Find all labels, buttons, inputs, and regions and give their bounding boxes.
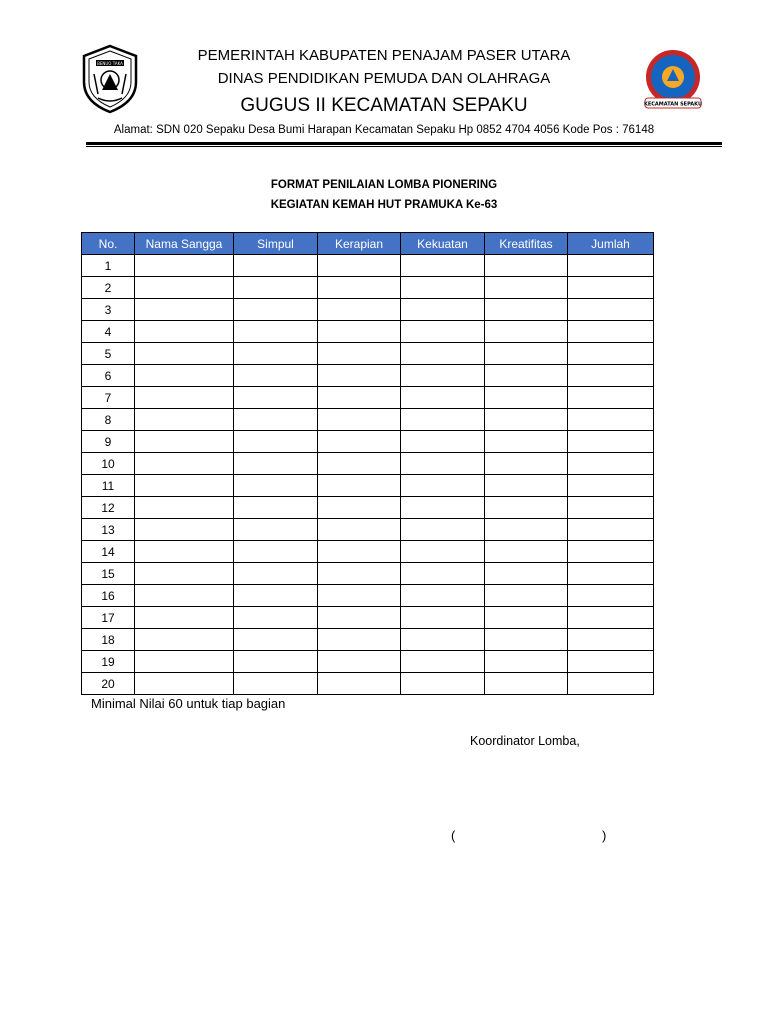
score-cell	[318, 673, 401, 695]
score-cell	[318, 497, 401, 519]
score-cell	[318, 409, 401, 431]
coordinator-label: Koordinator Lomba,	[470, 734, 580, 748]
row-number-cell: 20	[82, 673, 135, 695]
score-cell	[234, 519, 318, 541]
score-cell	[568, 563, 654, 585]
column-header: Kerapian	[318, 233, 401, 255]
score-cell	[485, 387, 568, 409]
score-cell	[568, 475, 654, 497]
score-cell	[234, 431, 318, 453]
score-cell	[485, 475, 568, 497]
column-header: Simpul	[234, 233, 318, 255]
form-title: FORMAT PENILAIAN LOMBA PIONERING	[270, 179, 498, 191]
score-cell	[318, 651, 401, 673]
row-number-cell: 11	[82, 475, 135, 497]
header-department-title: DINAS PENDIDIKAN PEMUDA DAN OLAHRAGA	[217, 70, 551, 87]
score-cell	[234, 299, 318, 321]
score-cell	[318, 541, 401, 563]
table-row	[82, 321, 654, 343]
score-cell	[568, 651, 654, 673]
score-cell	[401, 673, 485, 695]
table-row	[82, 365, 654, 387]
score-cell	[318, 475, 401, 497]
score-cell	[485, 431, 568, 453]
score-cell	[234, 629, 318, 651]
score-cell	[318, 585, 401, 607]
header-gugus-title: GUGUS II KECAMATAN SEPAKU	[240, 95, 528, 116]
table-row	[82, 299, 654, 321]
score-cell	[485, 321, 568, 343]
score-cell	[485, 299, 568, 321]
score-cell	[318, 321, 401, 343]
row-number-cell: 15	[82, 563, 135, 585]
score-cell	[234, 453, 318, 475]
minimum-score-note: Minimal Nilai 60 untuk tiap bagian	[91, 696, 286, 711]
score-cell	[568, 585, 654, 607]
score-cell	[234, 585, 318, 607]
score-cell	[234, 387, 318, 409]
table-row	[82, 475, 654, 497]
score-cell	[135, 541, 234, 563]
score-cell	[234, 277, 318, 299]
score-cell	[485, 255, 568, 277]
table-row	[82, 541, 654, 563]
score-cell	[401, 541, 485, 563]
score-cell	[318, 453, 401, 475]
column-header: Kreatifitas	[485, 233, 568, 255]
score-cell	[135, 629, 234, 651]
score-cell	[401, 563, 485, 585]
score-cell	[234, 651, 318, 673]
score-cell	[318, 299, 401, 321]
score-cell	[135, 585, 234, 607]
row-number-cell: 18	[82, 629, 135, 651]
score-table-body	[82, 255, 654, 695]
score-cell	[485, 497, 568, 519]
score-cell	[135, 321, 234, 343]
score-cell	[318, 519, 401, 541]
score-cell	[318, 387, 401, 409]
score-cell	[401, 497, 485, 519]
score-cell	[568, 365, 654, 387]
logo-left-caption: BENUO TAKA	[97, 61, 123, 66]
score-cell	[568, 255, 654, 277]
table-row	[82, 673, 654, 695]
score-cell	[568, 277, 654, 299]
table-row	[82, 277, 654, 299]
score-cell	[234, 255, 318, 277]
table-row	[82, 409, 654, 431]
score-cell	[234, 497, 318, 519]
score-cell	[485, 453, 568, 475]
score-cell	[135, 409, 234, 431]
score-cell	[135, 475, 234, 497]
row-number-cell: 4	[82, 321, 135, 343]
table-row	[82, 629, 654, 651]
score-cell	[135, 431, 234, 453]
row-number-cell: 9	[82, 431, 135, 453]
table-row	[82, 431, 654, 453]
score-cell	[401, 629, 485, 651]
score-cell	[568, 387, 654, 409]
row-number-cell: 8	[82, 409, 135, 431]
score-cell	[568, 321, 654, 343]
row-number-cell: 1	[82, 255, 135, 277]
score-cell	[568, 453, 654, 475]
row-number-cell: 3	[82, 299, 135, 321]
table-header-row	[82, 233, 654, 255]
score-cell	[234, 541, 318, 563]
score-cell	[234, 343, 318, 365]
row-number-cell: 16	[82, 585, 135, 607]
score-cell	[135, 651, 234, 673]
score-cell	[234, 673, 318, 695]
score-cell	[485, 585, 568, 607]
table-row	[82, 563, 654, 585]
score-cell	[485, 651, 568, 673]
score-cell	[401, 299, 485, 321]
signature-paren-open: (	[451, 828, 456, 843]
score-cell	[318, 607, 401, 629]
column-header: No.	[82, 233, 135, 255]
score-cell	[401, 651, 485, 673]
score-cell	[401, 431, 485, 453]
row-number-cell: 14	[82, 541, 135, 563]
table-row	[82, 453, 654, 475]
header-rule-thick	[86, 142, 722, 145]
score-cell	[135, 343, 234, 365]
score-cell	[401, 475, 485, 497]
row-number-cell: 5	[82, 343, 135, 365]
score-cell	[318, 343, 401, 365]
score-cell	[485, 673, 568, 695]
score-cell	[318, 255, 401, 277]
score-cell	[234, 607, 318, 629]
score-cell	[401, 453, 485, 475]
header-rule-thin	[86, 146, 722, 147]
row-number-cell: 19	[82, 651, 135, 673]
score-cell	[318, 563, 401, 585]
score-cell	[401, 277, 485, 299]
score-cell	[135, 673, 234, 695]
row-number-cell: 10	[82, 453, 135, 475]
score-cell	[568, 497, 654, 519]
table-row	[82, 519, 654, 541]
table-row	[82, 607, 654, 629]
score-cell	[135, 497, 234, 519]
score-cell	[135, 607, 234, 629]
score-cell	[485, 629, 568, 651]
score-cell	[318, 365, 401, 387]
score-cell	[568, 343, 654, 365]
score-cell	[135, 519, 234, 541]
table-row	[82, 651, 654, 673]
score-cell	[485, 343, 568, 365]
score-cell	[135, 365, 234, 387]
score-cell	[234, 409, 318, 431]
score-cell	[401, 321, 485, 343]
score-cell	[485, 519, 568, 541]
score-cell	[401, 255, 485, 277]
table-row	[82, 387, 654, 409]
score-table	[81, 232, 654, 695]
score-cell	[485, 563, 568, 585]
score-cell	[318, 277, 401, 299]
score-cell	[485, 607, 568, 629]
score-cell	[234, 475, 318, 497]
row-number-cell: 12	[82, 497, 135, 519]
logo-right-ribbon: KECAMATAN SEPAKU	[643, 101, 703, 108]
row-number-cell: 2	[82, 277, 135, 299]
score-cell	[568, 629, 654, 651]
score-cell	[135, 453, 234, 475]
score-cell	[401, 585, 485, 607]
score-cell	[568, 431, 654, 453]
column-header: Nama Sangga	[135, 233, 234, 255]
score-cell	[401, 607, 485, 629]
score-cell	[568, 409, 654, 431]
score-cell	[318, 629, 401, 651]
score-cell	[135, 277, 234, 299]
score-cell	[234, 563, 318, 585]
score-cell	[485, 365, 568, 387]
row-number-cell: 7	[82, 387, 135, 409]
score-cell	[401, 365, 485, 387]
score-cell	[135, 563, 234, 585]
score-cell	[485, 541, 568, 563]
row-number-cell: 17	[82, 607, 135, 629]
score-cell	[318, 431, 401, 453]
score-cell	[485, 277, 568, 299]
score-cell	[568, 607, 654, 629]
table-row	[82, 585, 654, 607]
score-cell	[135, 299, 234, 321]
score-cell	[135, 255, 234, 277]
header-address: Alamat: SDN 020 Sepaku Desa Bumi Harapan Kecamatan Sepaku Hp 0852 4704 4056 Kode Pos : 76148	[113, 124, 655, 136]
score-cell	[401, 387, 485, 409]
form-subtitle: KEGIATAN KEMAH HUT PRAMUKA Ke-63	[270, 199, 498, 211]
score-cell	[568, 673, 654, 695]
score-cell	[401, 519, 485, 541]
column-header: Kekuatan	[401, 233, 485, 255]
row-number-cell: 13	[82, 519, 135, 541]
table-row	[82, 255, 654, 277]
score-cell	[568, 299, 654, 321]
column-header: Jumlah	[568, 233, 654, 255]
score-cell	[568, 519, 654, 541]
table-row	[82, 497, 654, 519]
score-cell	[568, 541, 654, 563]
score-cell	[135, 387, 234, 409]
table-row	[82, 343, 654, 365]
score-cell	[401, 409, 485, 431]
signature-paren-close: )	[602, 828, 607, 843]
header-government-title: PEMERINTAH KABUPATEN PENAJAM PASER UTARA	[197, 47, 571, 64]
row-number-cell: 6	[82, 365, 135, 387]
score-cell	[234, 365, 318, 387]
score-cell	[485, 409, 568, 431]
score-cell	[401, 343, 485, 365]
score-cell	[234, 321, 318, 343]
